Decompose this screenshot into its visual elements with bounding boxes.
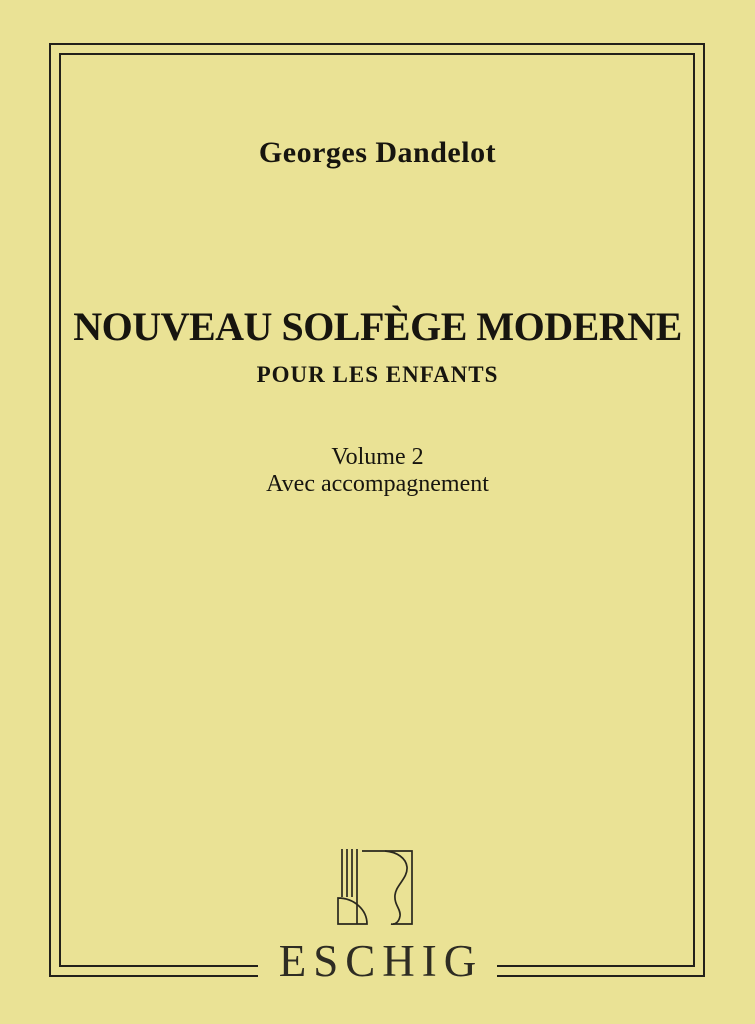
cover-title: NOUVEAU SOLFÈGE MODERNE	[73, 304, 682, 349]
publisher-logo	[334, 845, 414, 929]
accompaniment-note: Avec accompagnement	[266, 471, 489, 497]
cover-subtitle: POUR LES ENFANTS	[256, 362, 499, 387]
inner-border-frame	[59, 53, 695, 967]
publisher-wordmark: ESCHIG	[278, 936, 484, 986]
eschig-harp-logo-icon	[334, 845, 414, 929]
volume-label: Volume 2	[331, 444, 424, 470]
author-name: Georges Dandelot	[258, 136, 497, 169]
